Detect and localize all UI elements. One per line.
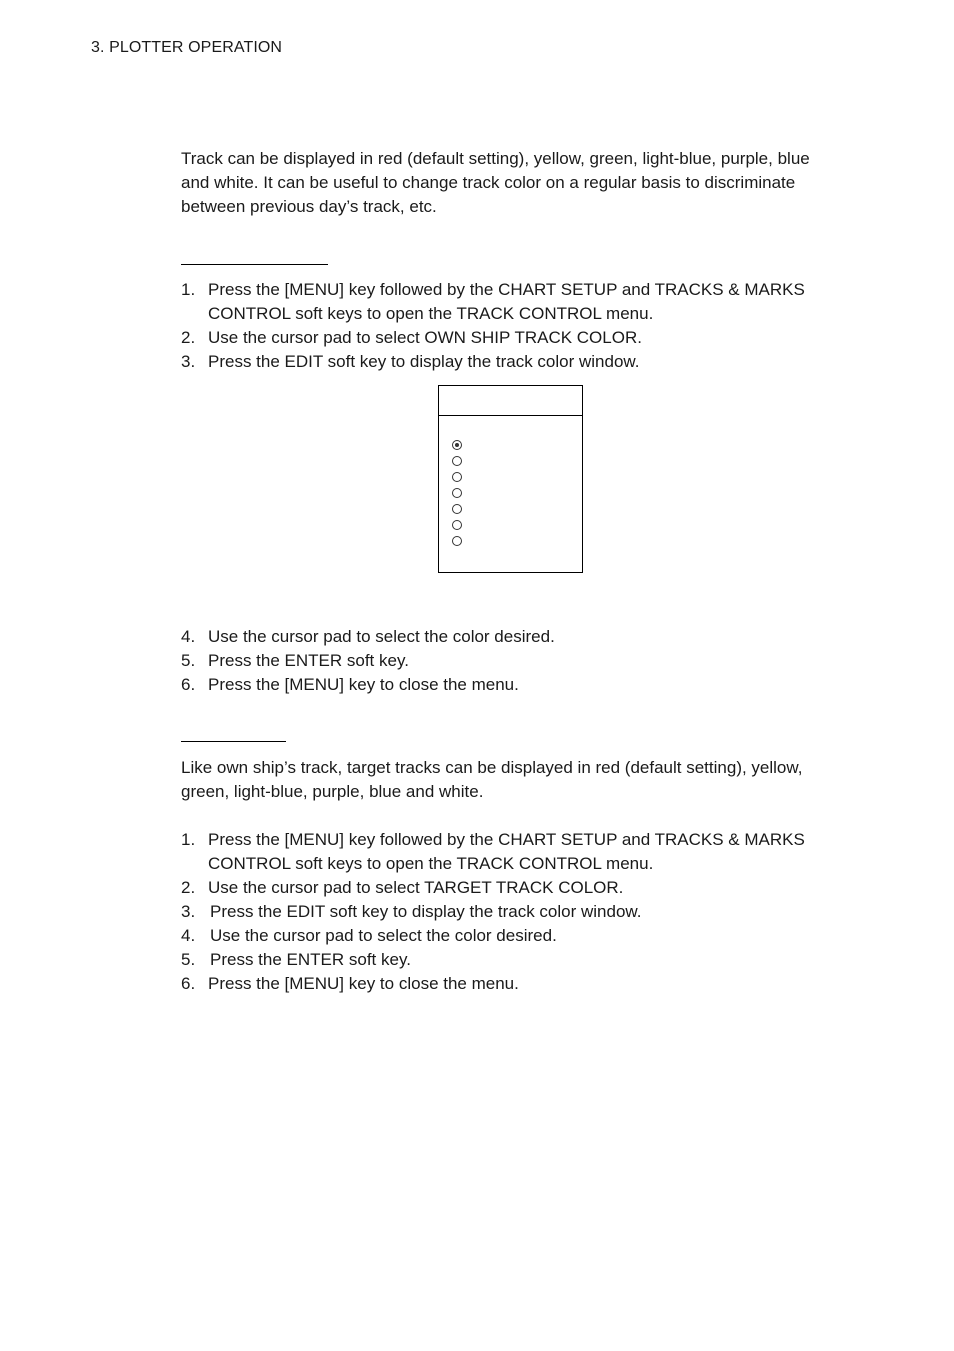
color-radio[interactable] <box>452 456 462 466</box>
list-item <box>181 924 841 948</box>
list-item <box>181 278 841 326</box>
color-radio-group <box>452 440 462 552</box>
list-item <box>181 649 841 673</box>
own-ship-heading-rule <box>181 264 328 265</box>
list-item <box>181 948 841 972</box>
step-number: 6. <box>181 974 196 993</box>
list-item <box>181 625 841 649</box>
section-header: 3. PLOTTER OPERATION <box>91 39 283 56</box>
step-number: 5. <box>181 651 196 670</box>
step-text: Use the cursor pad to select TARGET TRACK COLOR. <box>208 878 624 897</box>
color-radio[interactable] <box>452 520 462 530</box>
color-radio[interactable] <box>452 440 462 450</box>
step-text: Press the [MENU] key to close the menu. <box>208 974 519 993</box>
step-number: 2. <box>181 328 196 347</box>
track-color-window <box>438 385 583 573</box>
step-number: 5. <box>181 950 196 969</box>
target-intro-paragraph: Like own ship’s track, target tracks can be displayed in red (default setting), yellow, green, light-blue, purple, blue and white. <box>181 758 803 801</box>
step-text: Use the cursor pad to select the color desired. <box>208 627 555 646</box>
step-number: 1. <box>181 830 196 849</box>
list-item <box>181 673 841 697</box>
target-heading-rule <box>181 741 286 742</box>
list-item <box>181 900 841 924</box>
step-number: 3. <box>181 902 196 921</box>
list-item <box>181 350 841 374</box>
step-text: Press the [MENU] key followed by the CHART SETUP and TRACKS & MARKS CONTROL soft keys to open the TRACK CONTROL menu. <box>208 280 805 323</box>
list-item <box>181 326 841 350</box>
color-radio[interactable] <box>452 488 462 498</box>
intro-paragraph: Track can be displayed in red (default setting), yellow, green, light-blue, purple, blue and white. It can be useful to change track color on a regular basis to discriminate between previous day’s track, etc. <box>181 149 810 216</box>
list-item <box>181 828 841 876</box>
step-number: 4. <box>181 926 196 945</box>
list-item <box>181 876 841 900</box>
step-number: 6. <box>181 675 196 694</box>
step-text: Press the [MENU] key to close the menu. <box>208 675 519 694</box>
own-ship-steps-continued <box>181 625 841 697</box>
step-number: 4. <box>181 627 196 646</box>
step-text: Press the EDIT soft key to display the track color window. <box>208 352 640 371</box>
step-text: Press the ENTER soft key. <box>208 651 409 670</box>
step-number: 3. <box>181 352 196 371</box>
step-text: Use the cursor pad to select the color desired. <box>210 926 557 945</box>
color-radio[interactable] <box>452 472 462 482</box>
step-text: Use the cursor pad to select OWN SHIP TRACK COLOR. <box>208 328 642 347</box>
step-text: Press the ENTER soft key. <box>210 950 411 969</box>
target-steps <box>181 828 841 996</box>
window-titlebar <box>439 386 582 416</box>
step-text: Press the EDIT soft key to display the track color window. <box>210 902 642 921</box>
step-number: 2. <box>181 878 196 897</box>
color-radio[interactable] <box>452 536 462 546</box>
step-number: 1. <box>181 280 196 299</box>
step-text: Press the [MENU] key followed by the CHART SETUP and TRACKS & MARKS CONTROL soft keys to open the TRACK CONTROL menu. <box>208 830 805 873</box>
color-radio[interactable] <box>452 504 462 514</box>
list-item <box>181 972 841 996</box>
own-ship-steps <box>181 278 841 374</box>
